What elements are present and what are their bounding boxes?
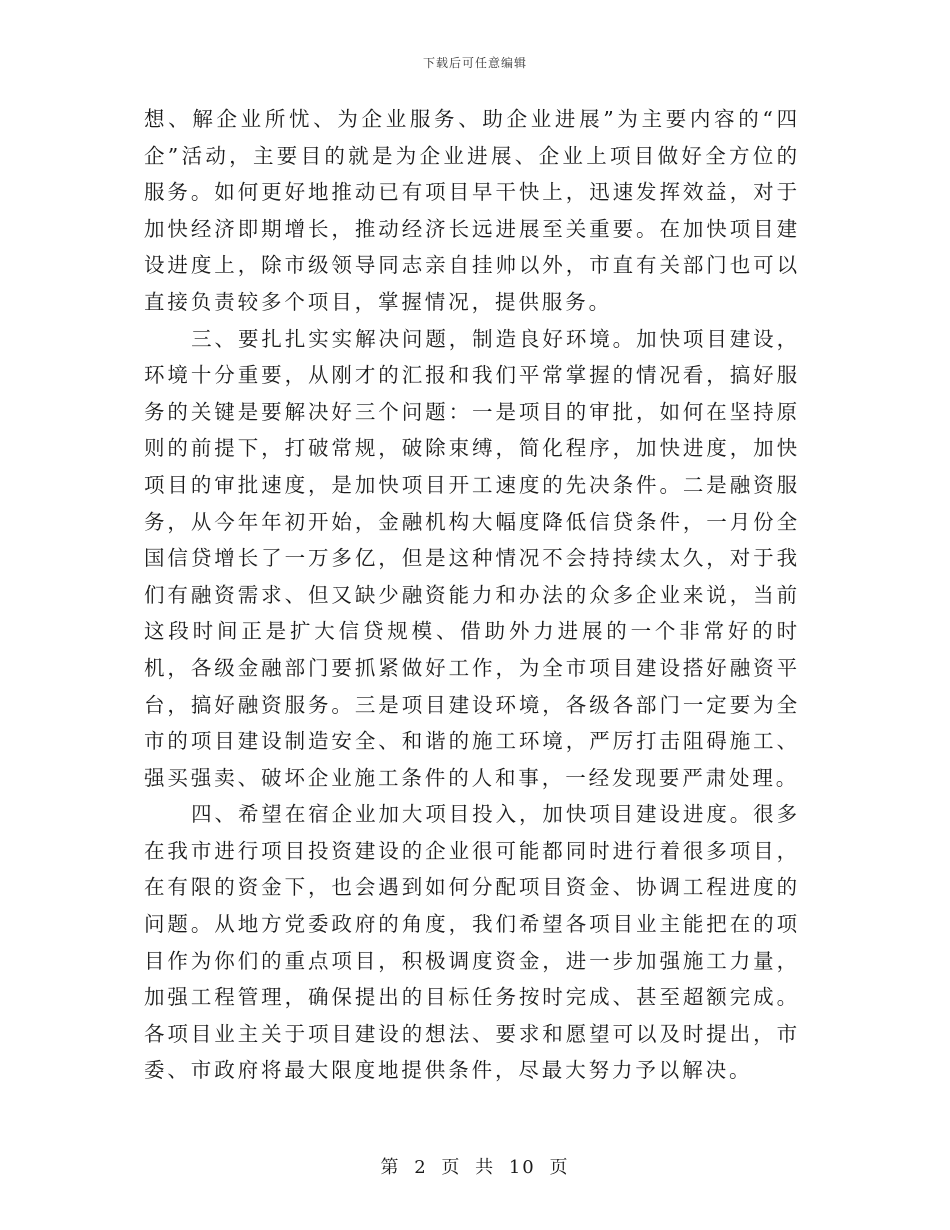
body-text xyxy=(144,101,800,1089)
page-header: 下载后可任意编辑 xyxy=(422,56,527,70)
paragraph-section-four: 四、希望在宿企业加大项目投入，加快项目建设进度。很多在我市进行项目投资建设的企业很可能都同时进行着很多项目，在有限的资金下，也会遇到如何分配项目资金、协调工程进度的问题。从地方党委政府的角度，我们希望各项目业主能把在的项目作为你们的重点项目，积极调度资金，进一步加强施工力量，加强工程管理，确保提出的目标任务按时完成、甚至超额完成。各项目业主关于项目建设的想法、要求和愿望可以及时提出，市委、市政府将最大限度地提供条件，尽最大努力予以解决。 xyxy=(144,802,800,1083)
page-number-footer: 第 2 页 共 10 页 xyxy=(380,1157,570,1178)
paragraph-section-three: 三、要扎扎实实解决问题，制造良好环境。加快项目建设，环境十分重要，从刚才的汇报和我们平常掌握的情况看，搞好服务的关键是要解决好三个问题：一是项目的审批，如何在坚持原则的前提下，打破常规，破除束缚，简化程序，加快进度，加快项目的审批速度，是加快项目开工速度的先决条件。二是融资服务，从今年年初开始，金融机构大幅度降低信贷条件，一月份全国信贷增长了一万多亿，但是这种情况不会持持续太久，对于我们有融资需求、但又缺少融资能力和办法的众多企业来说，当前这段时间正是扩大信贷规模、借助外力进展的一个非常好的时机，各级金融部门要抓紧做好工作，为全市项目建设搭好融资平台，搞好融资服务。三是项目建设环境，各级各部门一定要为全市的项目建设制造安全、和谐的施工环境，严厉打击阻碍施工、强买强卖、破坏企业施工条件的人和事，一经发现要严肃处理。 xyxy=(144,326,800,790)
paragraph-continuation: 想、解企业所忧、为企业服务、助企业进展”为主要内容的“四企”活动，主要目的就是为企业进展、企业上项目做好全方位的服务。如何更好地推动已有项目早干快上，迅速发挥效益，对于加快经济即期增长，推动经济长远进展至关重要。在加快项目建设进度上，除市级领导同志亲自挂帅以外，市直有关部门也可以直接负责较多个项目，掌握情况，提供服务。 xyxy=(144,107,800,314)
